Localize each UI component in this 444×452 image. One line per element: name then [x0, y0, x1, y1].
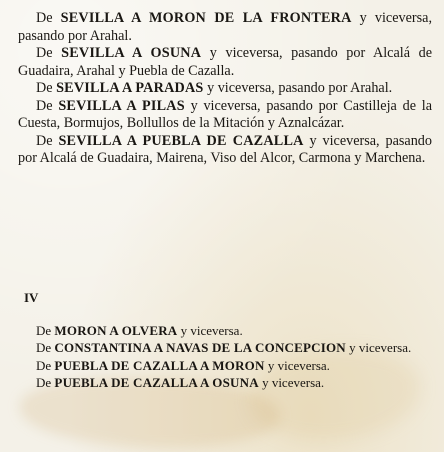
route-prefix: De: [36, 10, 61, 26]
route-name: SEVILLA A PUEBLA DE CAZALLA: [58, 132, 304, 149]
route-prefix: De: [36, 132, 59, 149]
route-name: SEVILLA A PILAS: [58, 97, 185, 114]
route-details: y viceversa.: [345, 340, 412, 356]
route-entry: [18, 339, 432, 356]
route-name: PUEBLA DE CAZALLA A MORON: [54, 357, 265, 373]
route-details: y viceversa, pasando por Alcalá de Guadaira, Arahal y Puebla de Cazalla.: [18, 45, 432, 79]
route-entry: [18, 45, 432, 80]
route-prefix: De: [36, 45, 62, 61]
route-name: SEVILLA A PARADAS: [56, 80, 204, 96]
route-details: y viceversa, pasando por Alcalá de Guadaira, Mairena, Viso del Alcor, Carmona y Marchena.: [18, 132, 432, 166]
route-name: MORON A OLVERA: [54, 323, 178, 338]
route-prefix: De: [36, 340, 55, 356]
route-prefix: De: [36, 375, 55, 391]
route-details: y viceversa.: [258, 375, 325, 391]
route-entry: [18, 357, 432, 374]
route-details: y viceversa, pasando por Arahal.: [18, 10, 432, 44]
route-entry: [18, 133, 432, 168]
top-route-list: [18, 10, 432, 168]
route-name: SEVILLA A OSUNA: [61, 45, 202, 61]
section-heading: IV: [24, 290, 39, 305]
route-prefix: De: [36, 97, 59, 114]
bottom-route-list: [18, 322, 432, 392]
route-details: y viceversa, pasando por Castilleja de la Cuesta, Bormujos, Bollullos de la Mitación y Aznalcázar.: [18, 97, 432, 131]
route-entry: [18, 374, 432, 391]
route-name: CONSTANTINA A NAVAS DE LA CONCEPCION: [54, 340, 346, 356]
route-entry: [18, 98, 432, 133]
route-prefix: De: [36, 80, 57, 96]
route-prefix: De: [36, 357, 55, 373]
route-name: PUEBLA DE CAZALLA A OSUNA: [54, 375, 259, 391]
route-details: y viceversa.: [264, 357, 330, 373]
route-details: y viceversa, pasando por Arahal.: [203, 80, 393, 96]
route-entry: [18, 322, 432, 339]
route-prefix: De: [36, 323, 55, 338]
route-entry: [18, 80, 432, 98]
route-details: y viceversa.: [177, 323, 243, 338]
route-name: SEVILLA A MORON DE LA FRONTERA: [60, 10, 352, 26]
route-entry: [18, 10, 432, 45]
